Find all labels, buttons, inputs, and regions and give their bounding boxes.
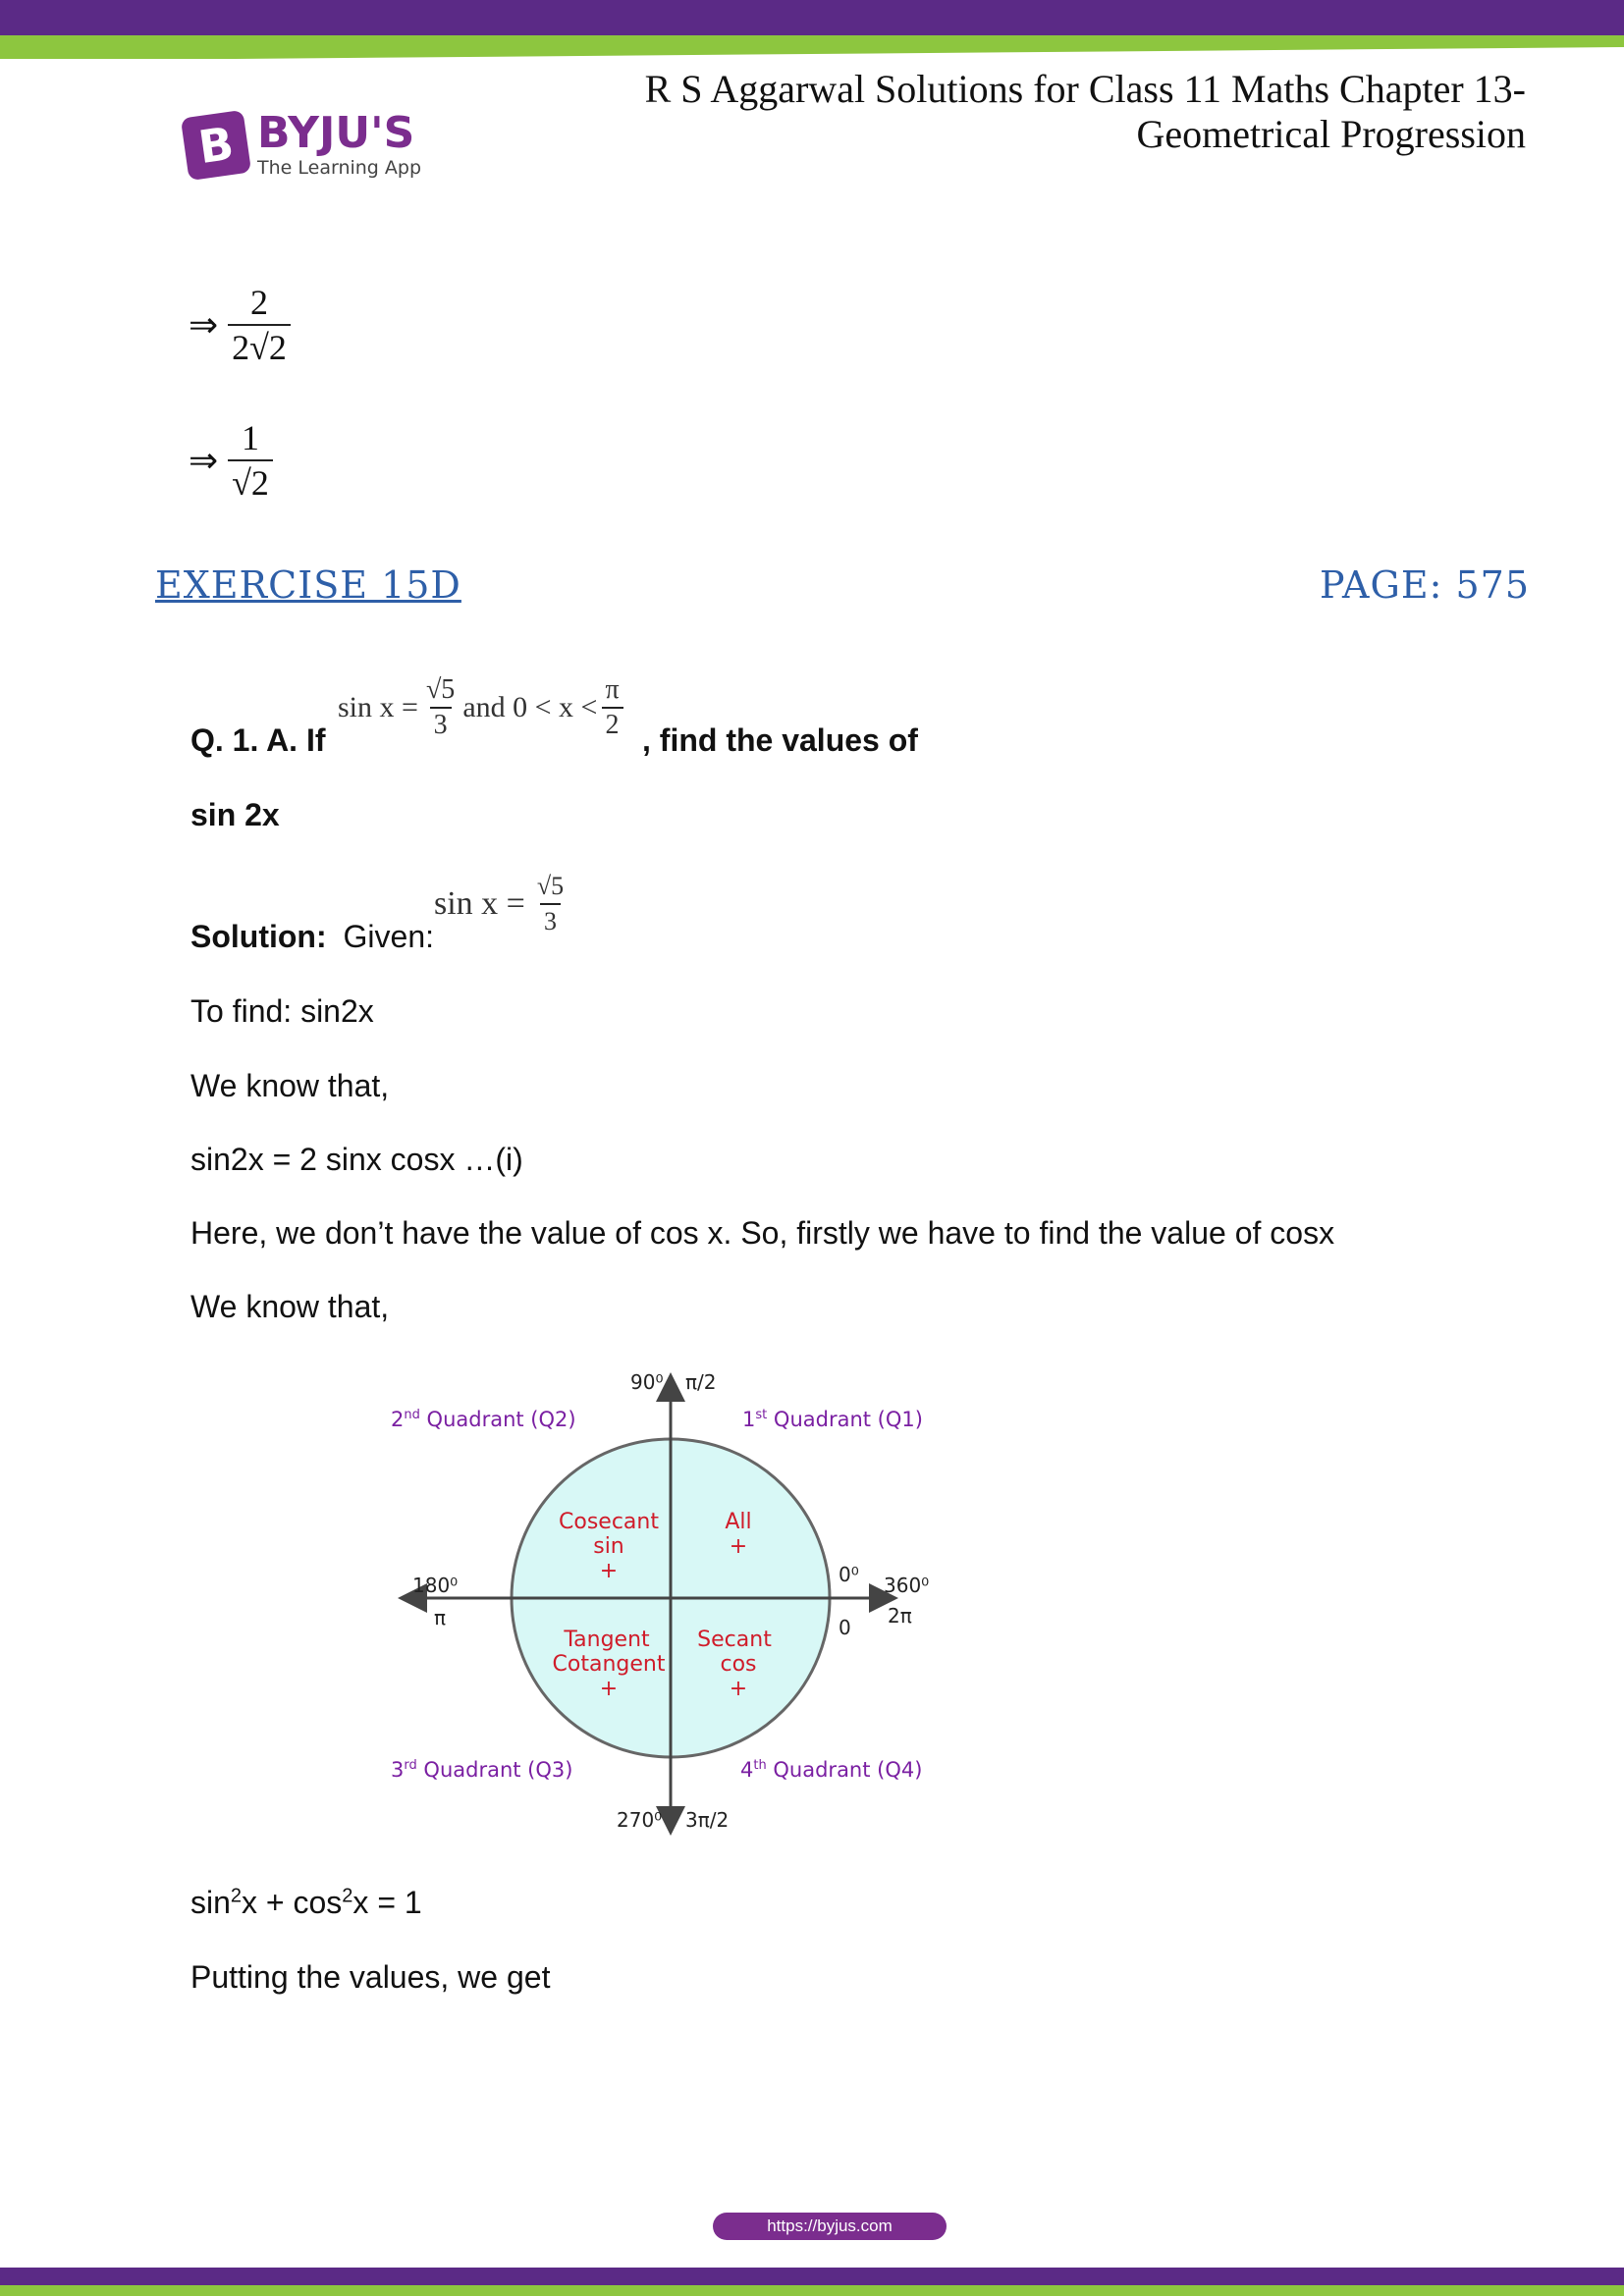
- given-label: Given:: [343, 919, 434, 954]
- question-condition: [338, 673, 623, 742]
- label-360-deg: 360⁰: [884, 1574, 930, 1597]
- we-know-2: We know that,: [190, 1289, 390, 1324]
- quadrant-1-label: 1st Quadrant (Q1): [742, 1408, 923, 1431]
- q-given-mid: and 0 < x <: [462, 691, 598, 723]
- label-pi-over-2: π/2: [685, 1370, 717, 1394]
- logo-tagline: The Learning App: [257, 157, 422, 179]
- q2-sign-sin: sin: [593, 1534, 624, 1559]
- step-1-num: 2: [250, 283, 269, 322]
- s-given-lhs: sin x =: [434, 885, 525, 922]
- header-band-purple: [0, 0, 1624, 35]
- sup-2a: 2: [230, 1885, 243, 1907]
- question-prefix: Q. 1. A. If: [190, 722, 326, 758]
- q1-sign-plus: +: [729, 1534, 748, 1559]
- q-num: √5: [425, 674, 456, 705]
- byjus-logo: [185, 108, 422, 179]
- formula-line: sin2x = 2 sinx cosx …(i): [190, 1142, 523, 1177]
- q3-sign-plus: +: [599, 1677, 619, 1701]
- q2-sign-cosecant: Cosecant: [559, 1510, 659, 1534]
- logo-name: BYJU'S: [257, 108, 415, 158]
- label-90-deg: 90⁰: [630, 1370, 664, 1394]
- q2-sign-plus: +: [599, 1559, 619, 1583]
- step-1-fraction: [228, 281, 291, 369]
- to-find: To find: sin2x: [190, 993, 374, 1029]
- solution-given-expr: [434, 870, 568, 938]
- quadrant-2-label: 2nd Quadrant (Q2): [391, 1408, 576, 1431]
- title-line-2: Geometrical Progression: [1136, 112, 1526, 156]
- quadrant-4-label: 4th Quadrant (Q4): [740, 1758, 923, 1782]
- identity-line: [190, 1885, 422, 1921]
- label-0-deg: 0⁰: [839, 1563, 859, 1586]
- question-part: sin 2x: [190, 797, 280, 832]
- exercise-heading: EXERCISE 15D: [155, 563, 461, 607]
- implies-arrow: ⇒: [189, 305, 219, 345]
- q4-sign-plus: +: [729, 1677, 748, 1701]
- q-pi-den: 2: [602, 707, 623, 742]
- label-pi: π: [434, 1606, 447, 1629]
- q4-sign-cos: cos: [720, 1652, 757, 1677]
- document-title: [645, 67, 1526, 157]
- page-reference: PAGE: 575: [1319, 563, 1530, 607]
- q-pi-over-2: [601, 673, 623, 742]
- question-suffix: , find the values of: [642, 722, 918, 758]
- step-1: [189, 281, 291, 369]
- q-sqrt5-over-3: [422, 673, 459, 742]
- solution-given-line: [190, 919, 434, 955]
- title-line-1: R S Aggarwal Solutions for Class 11 Maths Chapter 13-: [644, 67, 1526, 111]
- s-den: 3: [540, 903, 561, 938]
- label-180-deg: 180⁰: [412, 1574, 459, 1597]
- identity-sin: sin: [190, 1885, 231, 1920]
- q-pi-num: π: [605, 674, 620, 705]
- implies-arrow: ⇒: [189, 441, 219, 480]
- step-2-fraction: [228, 416, 273, 505]
- we-know-1: We know that,: [190, 1068, 390, 1103]
- label-3pi-over-2: 3π/2: [685, 1808, 730, 1832]
- label-zero: 0: [839, 1616, 851, 1639]
- logo-mark-icon: B: [181, 110, 251, 181]
- solution-label: Solution:: [190, 919, 327, 954]
- sup-2b: 2: [342, 1885, 353, 1907]
- q-given-lhs: sin x =: [338, 691, 418, 723]
- q1-sign-all: All: [725, 1510, 752, 1534]
- q3-sign-cotangent: Cotangent: [552, 1652, 666, 1677]
- identity-rhs: x = 1: [352, 1885, 422, 1920]
- step-2: [189, 416, 273, 505]
- q-den: 3: [430, 707, 452, 742]
- footer-url-link[interactable]: https://byjus.com: [713, 2213, 947, 2240]
- putting-values: Putting the values, we get: [190, 1959, 551, 1995]
- step-2-den: √2: [228, 459, 273, 505]
- quadrant-diagram: [373, 1360, 943, 1841]
- identity-cos: x + cos: [242, 1885, 343, 1920]
- step-1-den: 2√2: [228, 324, 291, 369]
- label-2pi: 2π: [888, 1604, 912, 1628]
- s-sqrt5-over-3: [533, 870, 568, 938]
- label-270-deg: 270⁰: [617, 1808, 663, 1832]
- step-2-num: 1: [242, 418, 260, 457]
- note-line: Here, we don’t have the value of cos x. So, firstly we have to find the value of cosx: [190, 1215, 1335, 1251]
- s-num: √5: [536, 872, 565, 900]
- footer-band-purple: [0, 2268, 1624, 2285]
- quadrant-3-label: 3rd Quadrant (Q3): [391, 1758, 573, 1782]
- q3-sign-tangent: Tangent: [564, 1628, 650, 1652]
- q4-sign-secant: Secant: [697, 1628, 772, 1652]
- footer-band-green: [0, 2285, 1624, 2296]
